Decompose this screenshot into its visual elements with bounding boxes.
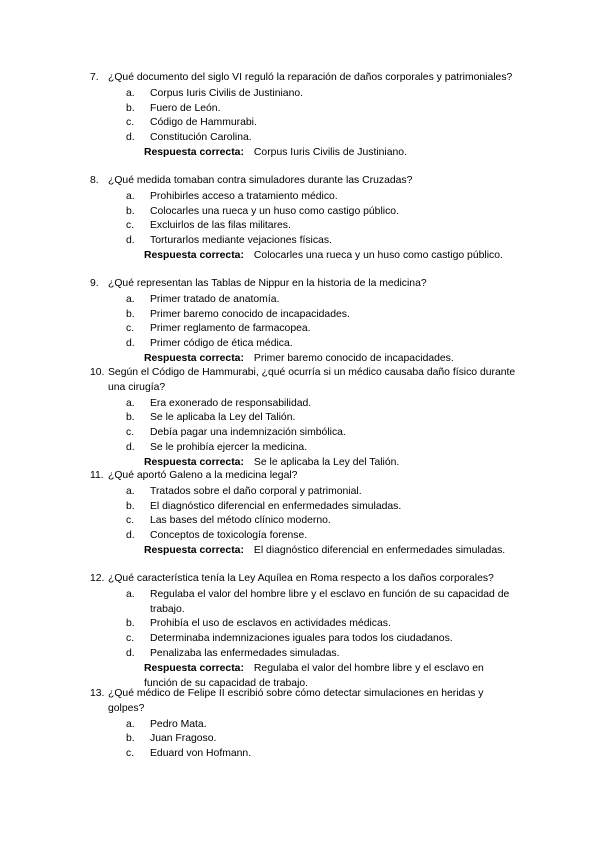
option-text: Primer reglamento de farmacopea. — [150, 323, 311, 335]
option-letter: b. — [126, 500, 135, 512]
option-text: Excluirlos de las filas militares. — [150, 220, 291, 232]
option-letter: a. — [126, 397, 135, 409]
answer-label: Respuesta correcta: — [144, 146, 244, 158]
option-text: Primer código de ética médica. — [150, 338, 293, 350]
option-a — [126, 718, 520, 733]
correct-answer — [144, 544, 520, 559]
option-text: Determinaba indemnizaciones iguales para todos los ciudadanos. — [150, 633, 453, 645]
answer-text: Corpus Iuris Civilis de Justiniano. — [253, 146, 407, 158]
answer-label: Respuesta correcta: — [144, 456, 244, 468]
option-letter: a. — [126, 87, 135, 99]
option-a — [126, 588, 520, 618]
option-text: Se le prohibía ejercer la medicina. — [150, 441, 308, 453]
option-a — [126, 485, 520, 500]
option-text: Primer tratado de anatomía. — [150, 293, 280, 305]
answer-text: Regulaba el valor del hombre libre y el esclavo en función de su capacidad de trabajo. — [144, 662, 484, 689]
option-letter: b. — [126, 412, 135, 424]
option-text: Prohibía el uso de esclavos en actividades médicas. — [150, 618, 391, 630]
option-d — [126, 234, 520, 249]
option-letter: d. — [126, 530, 135, 542]
question-number: 13. — [90, 688, 105, 699]
answer-text: El diagnóstico diferencial en enfermedades simuladas. — [253, 544, 506, 556]
option-letter: b. — [126, 733, 135, 745]
option-text: El diagnóstico diferencial en enfermedades simuladas. — [150, 500, 402, 512]
options-list — [90, 485, 520, 544]
option-letter: b. — [126, 308, 135, 320]
correct-answer — [144, 249, 520, 264]
options-list — [90, 397, 520, 456]
question-12 — [90, 572, 520, 691]
question-text: ¿Qué aportó Galeno a la medicina legal? — [108, 470, 298, 481]
option-letter: d. — [126, 338, 135, 350]
option-d — [126, 131, 520, 146]
option-d — [126, 529, 520, 544]
option-a — [126, 293, 520, 308]
answer-label: Respuesta correcta: — [144, 249, 244, 261]
option-letter: c. — [126, 427, 135, 439]
question-13 — [90, 687, 520, 762]
option-c — [126, 219, 520, 234]
option-text: Código de Hammurabi. — [150, 117, 257, 129]
option-b — [126, 500, 520, 515]
option-letter: d. — [126, 132, 135, 144]
option-text: Primer baremo conocido de incapacidades. — [150, 308, 350, 320]
option-d — [126, 337, 520, 352]
question-text: ¿Qué medida tomaban contra simuladores durante las Cruzadas? — [108, 175, 413, 186]
option-letter: b. — [126, 205, 135, 217]
question-text: ¿Qué documento del siglo VI reguló la reparación de daños corporales y patrimoniales? — [108, 72, 513, 83]
question-number: 10. — [90, 367, 105, 378]
option-c — [126, 514, 520, 529]
question-number: 8. — [90, 175, 99, 186]
correct-answer — [144, 352, 520, 367]
question-text: ¿Qué médico de Felipe II escribió sobre cómo detectar simulaciones en heridas y golpes? — [108, 688, 484, 714]
option-b — [126, 308, 520, 323]
answer-label: Respuesta correcta: — [144, 662, 244, 674]
option-text: Tratados sobre el daño corporal y patrimonial. — [150, 485, 362, 497]
option-text: Fuero de León. — [150, 102, 221, 114]
option-letter: b. — [126, 618, 135, 630]
option-letter: d. — [126, 235, 135, 247]
option-letter: c. — [126, 633, 135, 645]
question-text: ¿Qué característica tenía la Ley Aquílea en Roma respecto a los daños corporales? — [108, 573, 494, 584]
answer-label: Respuesta correcta: — [144, 544, 244, 556]
option-letter: a. — [126, 588, 135, 600]
question-10 — [90, 366, 520, 471]
option-letter: a. — [126, 293, 135, 305]
question-text: ¿Qué representan las Tablas de Nippur en la historia de la medicina? — [108, 278, 427, 289]
option-text: Constitución Carolina. — [150, 132, 252, 144]
option-a — [126, 87, 520, 102]
option-text: Era exonerado de responsabilidad. — [150, 397, 312, 409]
option-c — [126, 747, 520, 762]
option-text: Regulaba el valor del hombre libre y el esclavo en función de su capacidad de trabajo. — [150, 588, 510, 615]
options-list — [90, 588, 520, 662]
option-a — [126, 397, 520, 412]
option-text: Eduard von Hofmann. — [150, 748, 252, 760]
option-text: Juan Fragoso. — [150, 733, 217, 745]
question-number: 12. — [90, 573, 105, 584]
option-text: Se le aplicaba la Ley del Talión. — [150, 412, 296, 424]
option-letter: b. — [126, 102, 135, 114]
option-letter: a. — [126, 190, 135, 202]
option-c — [126, 322, 520, 337]
option-text: Pedro Mata. — [150, 718, 207, 730]
answer-text: Primer baremo conocido de incapacidades. — [253, 352, 454, 364]
option-letter: d. — [126, 441, 135, 453]
option-text: Conceptos de toxicología forense. — [150, 530, 308, 542]
answer-text: Colocarles una rueca y un huso como castigo público. — [253, 249, 503, 261]
option-b — [126, 102, 520, 117]
option-a — [126, 190, 520, 205]
options-list — [90, 293, 520, 352]
answer-text: Se le aplicaba la Ley del Talión. — [253, 456, 400, 468]
option-b — [126, 205, 520, 220]
option-text: Penalizaba las enfermedades simuladas. — [150, 647, 340, 659]
option-d — [126, 441, 520, 456]
option-letter: a. — [126, 718, 135, 730]
option-b — [126, 617, 520, 632]
question-11 — [90, 469, 520, 559]
option-b — [126, 732, 520, 747]
option-letter: d. — [126, 647, 135, 659]
options-list — [90, 718, 520, 762]
option-c — [126, 116, 520, 131]
option-letter: c. — [126, 117, 135, 129]
option-letter: c. — [126, 323, 135, 335]
option-b — [126, 411, 520, 426]
question-8 — [90, 174, 520, 264]
correct-answer — [144, 146, 520, 161]
question-9 — [90, 277, 520, 367]
question-number: 11. — [90, 470, 104, 481]
question-text: Según el Código de Hammurabi, ¿qué ocurría si un médico causaba daño físico durante una cirugía? — [108, 367, 516, 393]
option-letter: a. — [126, 485, 135, 497]
option-text: Corpus Iuris Civilis de Justiniano. — [150, 87, 304, 99]
option-d — [126, 647, 520, 662]
answer-label: Respuesta correcta: — [144, 352, 244, 364]
option-letter: c. — [126, 515, 135, 527]
option-c — [126, 426, 520, 441]
option-text: Prohibirles acceso a tratamiento médico. — [150, 190, 338, 202]
options-list — [90, 190, 520, 249]
options-list — [90, 87, 520, 146]
option-text: Torturarlos mediante vejaciones físicas. — [150, 235, 332, 247]
question-number: 7. — [90, 72, 99, 83]
option-text: Debía pagar una indemnización simbólica. — [150, 427, 346, 439]
question-7 — [90, 71, 520, 161]
question-number: 9. — [90, 278, 99, 289]
option-c — [126, 632, 520, 647]
option-text: Las bases del método clínico moderno. — [150, 515, 331, 527]
option-letter: c. — [126, 220, 135, 232]
option-letter: c. — [126, 748, 135, 760]
option-text: Colocarles una rueca y un huso como castigo público. — [150, 205, 399, 217]
